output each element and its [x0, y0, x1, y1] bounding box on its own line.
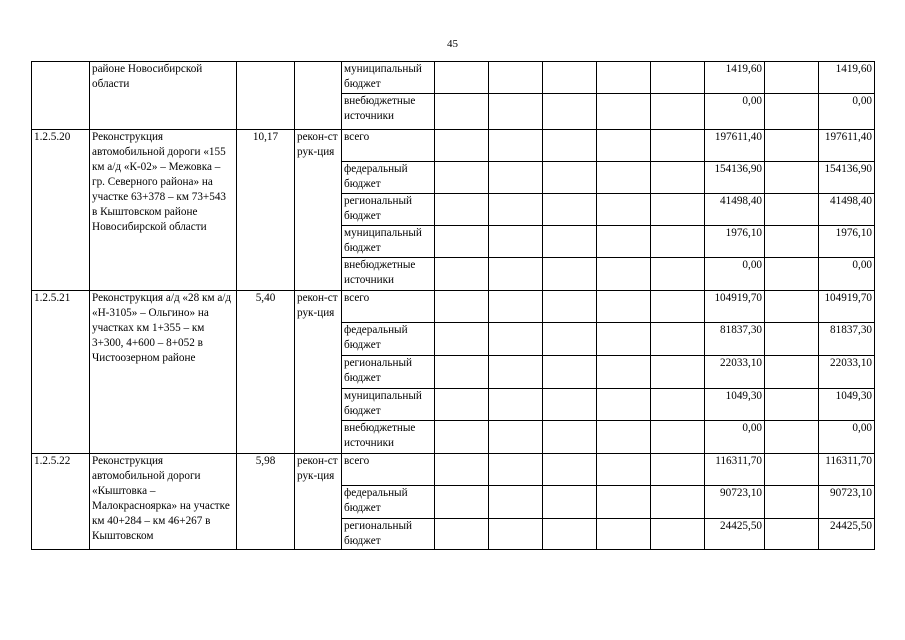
- work-cell: [295, 62, 342, 130]
- project-work-type: рекон-струк-ция: [295, 454, 342, 550]
- program-table: [31, 61, 875, 550]
- project-length: 5,98: [237, 454, 295, 550]
- total-cell: 0,00: [819, 258, 875, 291]
- source-label: всего: [342, 454, 435, 486]
- total-cell: 0,00: [819, 94, 875, 130]
- total-cell: 90723,10: [819, 486, 875, 519]
- value-cell: 1049,30: [705, 389, 765, 421]
- source-label: федеральный бюджет: [342, 486, 435, 519]
- source-label: региональный бюджет: [342, 519, 435, 550]
- source-label: региональный бюджет: [342, 356, 435, 389]
- total-cell: 1976,10: [819, 226, 875, 258]
- value-cell: 1976,10: [705, 226, 765, 258]
- total-cell: 24425,50: [819, 519, 875, 550]
- value-cell: 0,00: [705, 258, 765, 291]
- source-label: всего: [342, 291, 435, 323]
- source-label: внебюджетные источники: [342, 421, 435, 454]
- value-cell: 24425,50: [705, 519, 765, 550]
- project-work-type: рекон-струк-ция: [295, 130, 342, 291]
- source-label: федеральный бюджет: [342, 162, 435, 194]
- project-length: 5,40: [237, 291, 295, 454]
- value-cell: 81837,30: [705, 323, 765, 356]
- value-cell: 197611,40: [705, 130, 765, 162]
- table-row: [32, 291, 875, 323]
- project-title: Реконструкция автомобильной дороги «155 км а/д «К-02» – Межовка – гр. Северного района» на участке 63+378 – км 73+543 в Кыштовском районе Новосибирской области: [90, 130, 237, 291]
- source-label: внебюджетные источники: [342, 258, 435, 291]
- title-cell: районе Новосибирской области: [90, 62, 237, 130]
- value-cell: 0,00: [705, 94, 765, 130]
- source-label: муниципальный бюджет: [342, 62, 435, 94]
- total-cell: 1419,60: [819, 62, 875, 94]
- source-label: муниципальный бюджет: [342, 389, 435, 421]
- value-cell: 0,00: [705, 421, 765, 454]
- total-cell: 154136,90: [819, 162, 875, 194]
- value-cell: 116311,70: [705, 454, 765, 486]
- value-cell: 41498,40: [705, 194, 765, 226]
- length-cell: [237, 62, 295, 130]
- project-work-type: рекон-струк-ция: [295, 291, 342, 454]
- source-label: внебюджетные источники: [342, 94, 435, 130]
- total-cell: 104919,70: [819, 291, 875, 323]
- project-length: 10,17: [237, 130, 295, 291]
- source-label: всего: [342, 130, 435, 162]
- project-title: Реконструкция автомобильной дороги «Кыштовка – Малокрасноярка» на участке км 40+284 – км 46+267 в Кыштовском: [90, 454, 237, 550]
- total-cell: 81837,30: [819, 323, 875, 356]
- value-cell: 154136,90: [705, 162, 765, 194]
- page-number: 45: [447, 38, 458, 50]
- total-cell: 116311,70: [819, 454, 875, 486]
- total-cell: 0,00: [819, 421, 875, 454]
- source-label: федеральный бюджет: [342, 323, 435, 356]
- project-code: 1.2.5.20: [32, 130, 90, 291]
- project-title: Реконструкция а/д «28 км а/д «Н-3105» – Ольгино» на участках км 1+355 – км 3+300, 4+600 – 8+052 в Чистоозерном районе: [90, 291, 237, 454]
- code-cell: [32, 62, 90, 130]
- source-label: региональный бюджет: [342, 194, 435, 226]
- value-cell: 104919,70: [705, 291, 765, 323]
- value-cell: 90723,10: [705, 486, 765, 519]
- source-label: муниципальный бюджет: [342, 226, 435, 258]
- total-cell: 197611,40: [819, 130, 875, 162]
- project-code: 1.2.5.21: [32, 291, 90, 454]
- table-row: [32, 454, 875, 486]
- continuation-block: [32, 62, 875, 130]
- table-row: [32, 62, 875, 94]
- table-row: [32, 130, 875, 162]
- total-cell: 1049,30: [819, 389, 875, 421]
- value-cell: 22033,10: [705, 356, 765, 389]
- project-code: 1.2.5.22: [32, 454, 90, 550]
- value-cell: 1419,60: [705, 62, 765, 94]
- projects-block: [32, 130, 875, 550]
- total-cell: 22033,10: [819, 356, 875, 389]
- total-cell: 41498,40: [819, 194, 875, 226]
